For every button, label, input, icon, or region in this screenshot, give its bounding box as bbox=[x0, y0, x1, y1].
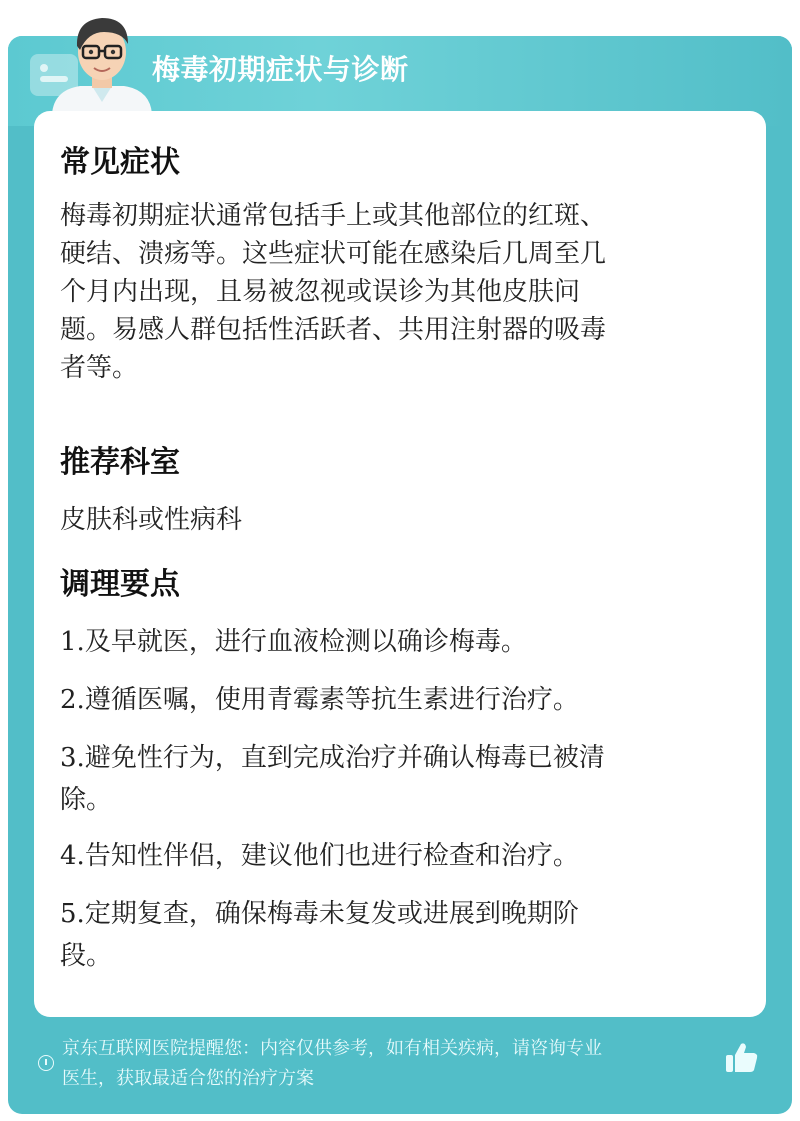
list-item: 5.定期复查，确保梅毒未复发或进展到晚期阶 段。 bbox=[60, 899, 579, 971]
paragraph-line: 皮肤科或性病科 bbox=[60, 505, 243, 535]
content-card bbox=[34, 111, 766, 1017]
info-icon bbox=[38, 1055, 54, 1071]
paragraph-line: 个月内出现，且易被忽视或误诊为其他皮肤问 bbox=[60, 277, 581, 307]
footer-line: 医生，获取最适合您的治疗方案 bbox=[62, 1068, 314, 1089]
thumbs-up-icon[interactable] bbox=[724, 1040, 760, 1076]
doctor-avatar-icon bbox=[44, 6, 160, 114]
list-item: 2.遵循医嘱，使用青霉素等抗生素进行治疗。 bbox=[60, 685, 579, 715]
department-paragraph bbox=[60, 501, 730, 539]
list-item: 4.告知性伴侣，建议他们也进行检查和治疗。 bbox=[60, 841, 579, 871]
page-title: 梅毒初期症状与诊断 bbox=[152, 53, 409, 86]
paragraph-line: 硬结、溃疡等。这些症状可能在感染后几周至几 bbox=[60, 239, 607, 269]
list-item: 1.及早就医，进行血液检测以确诊梅毒。 bbox=[60, 627, 527, 657]
section-title-symptoms: 常见症状 bbox=[60, 145, 180, 180]
footer-disclaimer bbox=[62, 1034, 728, 1094]
section-title-care-points: 调理要点 bbox=[60, 567, 180, 602]
paragraph-line: 梅毒初期症状通常包括手上或其他部位的红斑、 bbox=[60, 201, 607, 231]
list-item: 3.避免性行为，直到完成治疗并确认梅毒已被清 除。 bbox=[60, 743, 605, 815]
symptoms-paragraph bbox=[60, 197, 730, 387]
section-title-department: 推荐科室 bbox=[60, 445, 180, 480]
paragraph-line: 者等。 bbox=[60, 353, 139, 383]
footer-line: 京东互联网医院提醒您：内容仅供参考，如有相关疾病，请咨询专业 bbox=[62, 1038, 602, 1059]
paragraph-line: 题。易感人群包括性活跃者、共用注射器的吸毒 bbox=[60, 315, 607, 345]
